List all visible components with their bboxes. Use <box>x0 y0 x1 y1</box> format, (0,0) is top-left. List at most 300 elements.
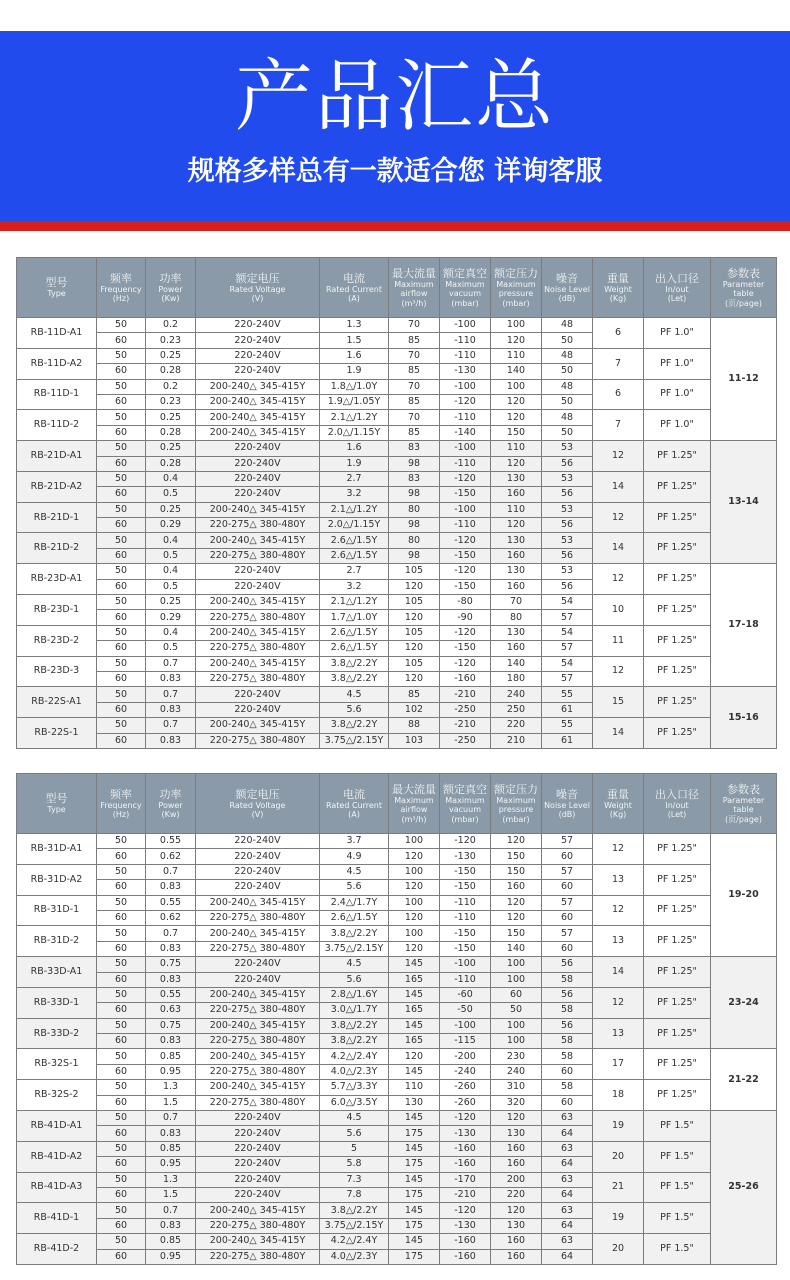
max-airflow-cell: 120 <box>389 579 440 594</box>
noise-level-cell: 53 <box>542 441 593 456</box>
max-pressure-cell: 220 <box>491 1187 542 1202</box>
header-frequency <box>97 774 146 834</box>
rated-current-cell: 3.8△/2.2Y <box>320 1203 389 1218</box>
frequency-cell: 50 <box>97 687 146 702</box>
frequency-cell: 60 <box>97 972 146 987</box>
frequency-cell: 60 <box>97 1034 146 1049</box>
rated-current-cell: 3.8△/2.2Y <box>320 926 389 941</box>
noise-level-cell: 60 <box>542 941 593 956</box>
in-out-cell: PF 1.25" <box>644 687 711 718</box>
frequency-cell: 50 <box>97 595 146 610</box>
rated-voltage-cell: 220-275△ 380-480Y <box>196 1034 320 1049</box>
frequency-cell: 60 <box>97 487 146 502</box>
rated-current-cell: 2.7 <box>320 564 389 579</box>
model-cell: RB-41D-A3 <box>17 1172 97 1203</box>
max-vacuum-cell: -210 <box>440 718 491 733</box>
header-en-label: In/out <box>665 284 689 294</box>
noise-level-cell: 48 <box>542 410 593 425</box>
frequency-cell: 50 <box>97 987 146 1002</box>
max-airflow-cell: 145 <box>389 1141 440 1156</box>
header-en-label: (dB) <box>558 810 576 819</box>
noise-level-cell: 53 <box>542 533 593 548</box>
frequency-cell: 50 <box>97 318 146 333</box>
max-vacuum-cell: -140 <box>440 425 491 440</box>
noise-level-cell: 58 <box>542 972 593 987</box>
rated-current-cell: 2.6△/1.5Y <box>320 548 389 563</box>
frequency-cell: 50 <box>97 564 146 579</box>
in-out-cell: PF 1.0" <box>644 410 711 441</box>
noise-level-cell: 57 <box>542 610 593 625</box>
frequency-cell: 60 <box>97 548 146 563</box>
rated-current-cell: 4.0△/2.3Y <box>320 1249 389 1264</box>
max-pressure-cell: 100 <box>491 957 542 972</box>
header-zh-label: 参数表 <box>727 266 760 280</box>
frequency-cell: 50 <box>97 1049 146 1064</box>
header-type <box>17 774 97 834</box>
max-airflow-cell: 85 <box>389 364 440 379</box>
table-row <box>17 441 777 456</box>
model-cell: RB-33D-1 <box>17 987 97 1018</box>
banner-red-stripe <box>0 221 790 231</box>
max-pressure-cell: 180 <box>491 671 542 686</box>
header-en-label: (Kw) <box>161 294 180 303</box>
max-vacuum-cell: -210 <box>440 1187 491 1202</box>
rated-current-cell: 5.6 <box>320 702 389 717</box>
rated-voltage-cell: 220-240V <box>196 687 320 702</box>
rated-voltage-cell: 220-240V <box>196 364 320 379</box>
header-en-label: (V) <box>251 810 264 819</box>
rated-voltage-cell: 220-240V <box>196 564 320 579</box>
table-header-row <box>17 258 777 318</box>
power-cell: 0.5 <box>146 487 196 502</box>
max-vacuum-cell: -100 <box>440 318 491 333</box>
noise-level-cell: 64 <box>542 1218 593 1233</box>
rated-current-cell: 6.0△/3.5Y <box>320 1095 389 1110</box>
rated-voltage-cell: 220-275△ 380-480Y <box>196 733 320 748</box>
noise-level-cell: 60 <box>542 1064 593 1079</box>
header-zh-label: 出入口径 <box>655 271 699 285</box>
noise-level-cell: 54 <box>542 656 593 671</box>
rated-voltage-cell: 220-275△ 380-480Y <box>196 1064 320 1079</box>
max-pressure-cell: 130 <box>491 1126 542 1141</box>
noise-level-cell: 48 <box>542 348 593 363</box>
rated-current-cell: 1.7△/1.0Y <box>320 610 389 625</box>
frequency-cell: 50 <box>97 502 146 517</box>
table-row <box>17 987 777 1002</box>
frequency-cell: 60 <box>97 1126 146 1141</box>
max-vacuum-cell: -250 <box>440 702 491 717</box>
model-cell: RB-41D-2 <box>17 1234 97 1265</box>
header-en-label: Type <box>47 289 66 299</box>
header-frequency <box>97 258 146 318</box>
max-airflow-cell: 145 <box>389 1234 440 1249</box>
max-vacuum-cell: -150 <box>440 548 491 563</box>
power-cell: 0.25 <box>146 441 196 456</box>
weight-cell: 7 <box>593 410 644 441</box>
header-max-pressure <box>491 258 542 318</box>
frequency-cell: 50 <box>97 441 146 456</box>
table-row <box>17 1234 777 1249</box>
noise-level-cell: 50 <box>542 333 593 348</box>
header-en-label: (V) <box>251 294 264 303</box>
power-cell: 0.29 <box>146 518 196 533</box>
header-zh-label: 噪音 <box>556 271 578 285</box>
max-vacuum-cell: -120 <box>440 564 491 579</box>
header-zh-label: 噪音 <box>556 787 578 801</box>
rated-current-cell: 3.0△/1.7Y <box>320 1003 389 1018</box>
table-row <box>17 348 777 363</box>
header-en-label: (Kw) <box>161 810 180 819</box>
max-pressure-cell: 240 <box>491 1064 542 1079</box>
power-cell: 0.7 <box>146 1111 196 1126</box>
max-vacuum-cell: -120 <box>440 1203 491 1218</box>
rated-voltage-cell: 200-240△ 345-415Y <box>196 625 320 640</box>
max-pressure-cell: 150 <box>491 864 542 879</box>
rated-current-cell: 3.2 <box>320 579 389 594</box>
noise-level-cell: 55 <box>542 687 593 702</box>
frequency-cell: 60 <box>97 1095 146 1110</box>
noise-level-cell: 63 <box>542 1141 593 1156</box>
frequency-cell: 50 <box>97 379 146 394</box>
max-vacuum-cell: -90 <box>440 610 491 625</box>
parameter-page-cell: 17-18 <box>711 564 777 687</box>
table-row <box>17 318 777 333</box>
max-pressure-cell: 160 <box>491 880 542 895</box>
header-en-label: (Kg) <box>609 294 627 303</box>
in-out-cell: PF 1.25" <box>644 656 711 687</box>
rated-voltage-cell: 200-240△ 345-415Y <box>196 394 320 409</box>
rated-current-cell: 4.0△/2.3Y <box>320 1064 389 1079</box>
rated-voltage-cell: 200-240△ 345-415Y <box>196 895 320 910</box>
rated-voltage-cell: 220-275△ 380-480Y <box>196 610 320 625</box>
header-en-label: (mbar) <box>502 298 530 308</box>
power-cell: 0.83 <box>146 1034 196 1049</box>
max-vacuum-cell: -260 <box>440 1080 491 1095</box>
page-subtitle: 规格多样总有一款适合您 详询客服 <box>187 156 603 187</box>
frequency-cell: 60 <box>97 364 146 379</box>
max-vacuum-cell: -150 <box>440 641 491 656</box>
max-vacuum-cell: -110 <box>440 910 491 925</box>
max-pressure-cell: 240 <box>491 687 542 702</box>
page-title: 产品汇总 <box>234 52 555 142</box>
noise-level-cell: 58 <box>542 1080 593 1095</box>
noise-level-cell: 57 <box>542 671 593 686</box>
weight-cell: 20 <box>593 1234 644 1265</box>
max-vacuum-cell: -100 <box>440 502 491 517</box>
noise-level-cell: 60 <box>542 1095 593 1110</box>
rated-current-cell: 2.4△/1.7Y <box>320 895 389 910</box>
header-en-label: Frequency <box>100 284 142 294</box>
parameter-page-cell: 21-22 <box>711 1049 777 1111</box>
rated-voltage-cell: 220-240V <box>196 834 320 849</box>
max-pressure-cell: 100 <box>491 1034 542 1049</box>
max-pressure-cell: 120 <box>491 834 542 849</box>
max-airflow-cell: 120 <box>389 671 440 686</box>
power-cell: 0.83 <box>146 941 196 956</box>
rated-voltage-cell: 220-275△ 380-480Y <box>196 641 320 656</box>
model-cell: RB-23D-1 <box>17 595 97 626</box>
power-cell: 0.62 <box>146 849 196 864</box>
in-out-cell: PF 1.25" <box>644 864 711 895</box>
max-airflow-cell: 145 <box>389 957 440 972</box>
frequency-cell: 60 <box>97 333 146 348</box>
in-out-cell: PF 1.5" <box>644 1203 711 1234</box>
noise-level-cell: 58 <box>542 1034 593 1049</box>
rated-voltage-cell: 200-240△ 345-415Y <box>196 595 320 610</box>
max-vacuum-cell: -210 <box>440 687 491 702</box>
frequency-cell: 50 <box>97 348 146 363</box>
rated-voltage-cell: 200-240△ 345-415Y <box>196 926 320 941</box>
model-cell: RB-31D-2 <box>17 926 97 957</box>
header-en-label: (页/page) <box>725 814 762 824</box>
power-cell: 0.4 <box>146 533 196 548</box>
power-cell: 0.28 <box>146 425 196 440</box>
noise-level-cell: 64 <box>542 1187 593 1202</box>
rated-current-cell: 1.9△/1.05Y <box>320 394 389 409</box>
noise-level-cell: 58 <box>542 1049 593 1064</box>
in-out-cell: PF 1.25" <box>644 1080 711 1111</box>
table-row <box>17 1018 777 1033</box>
rated-current-cell: 4.9 <box>320 849 389 864</box>
weight-cell: 12 <box>593 987 644 1018</box>
noise-level-cell: 56 <box>542 518 593 533</box>
weight-cell: 12 <box>593 834 644 865</box>
power-cell: 0.83 <box>146 671 196 686</box>
header-en-label: In/out <box>665 800 689 810</box>
weight-cell: 14 <box>593 718 644 749</box>
power-cell: 0.5 <box>146 548 196 563</box>
power-cell: 0.75 <box>146 957 196 972</box>
header-zh-label: 额定电压 <box>235 787 280 801</box>
max-pressure-cell: 140 <box>491 656 542 671</box>
header-en-label: (mbar) <box>451 298 479 308</box>
weight-cell: 6 <box>593 379 644 410</box>
power-cell: 0.95 <box>146 1249 196 1264</box>
rated-voltage-cell: 220-240V <box>196 318 320 333</box>
rated-voltage-cell: 220-275△ 380-480Y <box>196 1218 320 1233</box>
max-vacuum-cell: -110 <box>440 972 491 987</box>
max-airflow-cell: 120 <box>389 1049 440 1064</box>
rated-voltage-cell: 200-240△ 345-415Y <box>196 1203 320 1218</box>
frequency-cell: 60 <box>97 1003 146 1018</box>
power-cell: 0.25 <box>146 348 196 363</box>
max-airflow-cell: 83 <box>389 471 440 486</box>
rated-current-cell: 5.6 <box>320 972 389 987</box>
rated-current-cell: 3.2 <box>320 487 389 502</box>
rated-voltage-cell: 220-240V <box>196 579 320 594</box>
header-zh-label: 型号 <box>45 792 68 806</box>
parameter-page-cell: 13-14 <box>711 441 777 564</box>
rated-voltage-cell: 200-240△ 345-415Y <box>196 533 320 548</box>
noise-level-cell: 55 <box>542 718 593 733</box>
frequency-cell: 60 <box>97 733 146 748</box>
max-airflow-cell: 70 <box>389 348 440 363</box>
max-airflow-cell: 120 <box>389 880 440 895</box>
header-zh-label: 功率 <box>159 787 182 801</box>
noise-level-cell: 56 <box>542 579 593 594</box>
in-out-cell: PF 1.25" <box>644 834 711 865</box>
table-row <box>17 410 777 425</box>
max-pressure-cell: 130 <box>491 1218 542 1233</box>
max-vacuum-cell: -130 <box>440 1218 491 1233</box>
table-row <box>17 533 777 548</box>
max-airflow-cell: 105 <box>389 595 440 610</box>
rated-voltage-cell: 220-240V <box>196 487 320 502</box>
rated-voltage-cell: 220-275△ 380-480Y <box>196 1249 320 1264</box>
model-cell: RB-23D-A1 <box>17 564 97 595</box>
max-airflow-cell: 85 <box>389 425 440 440</box>
power-cell: 0.83 <box>146 702 196 717</box>
max-airflow-cell: 83 <box>389 441 440 456</box>
noise-level-cell: 63 <box>542 1234 593 1249</box>
power-cell: 0.55 <box>146 987 196 1002</box>
rated-voltage-cell: 200-240△ 345-415Y <box>196 656 320 671</box>
max-pressure-cell: 310 <box>491 1080 542 1095</box>
header-en-label: Maximum <box>394 279 434 289</box>
power-cell: 0.95 <box>146 1157 196 1172</box>
model-cell: RB-21D-A1 <box>17 441 97 472</box>
max-pressure-cell: 120 <box>491 518 542 533</box>
header-weight <box>593 774 644 834</box>
max-vacuum-cell: -250 <box>440 733 491 748</box>
table-row <box>17 379 777 394</box>
in-out-cell: PF 1.25" <box>644 718 711 749</box>
header-en-label: table <box>733 289 754 299</box>
max-pressure-cell: 130 <box>491 564 542 579</box>
frequency-cell: 50 <box>97 656 146 671</box>
rated-current-cell: 3.8△/2.2Y <box>320 1018 389 1033</box>
power-cell: 1.5 <box>146 1095 196 1110</box>
power-cell: 1.3 <box>146 1080 196 1095</box>
header-zh-label: 最大流量 <box>392 782 436 796</box>
header-zh-label: 额定真空 <box>443 782 487 796</box>
rated-voltage-cell: 200-240△ 345-415Y <box>196 987 320 1002</box>
in-out-cell: PF 1.5" <box>644 1141 711 1172</box>
header-zh-label: 重量 <box>607 271 629 285</box>
frequency-cell: 50 <box>97 957 146 972</box>
max-vacuum-cell: -120 <box>440 834 491 849</box>
power-cell: 0.4 <box>146 564 196 579</box>
header-max-pressure <box>491 774 542 834</box>
in-out-cell: PF 1.5" <box>644 1234 711 1265</box>
max-airflow-cell: 120 <box>389 849 440 864</box>
power-cell: 0.7 <box>146 926 196 941</box>
rated-current-cell: 7.3 <box>320 1172 389 1187</box>
max-vacuum-cell: -120 <box>440 1111 491 1126</box>
noise-level-cell: 48 <box>542 318 593 333</box>
noise-level-cell: 56 <box>542 957 593 972</box>
max-pressure-cell: 200 <box>491 1172 542 1187</box>
power-cell: 0.25 <box>146 410 196 425</box>
header-en-label: (页/page) <box>725 298 762 308</box>
header-en-label: Rated Voltage <box>229 800 286 810</box>
rated-current-cell: 5.8 <box>320 1157 389 1172</box>
table-row <box>17 1141 777 1156</box>
power-cell: 0.83 <box>146 733 196 748</box>
header-en-label: (dB) <box>558 294 576 303</box>
max-vacuum-cell: -110 <box>440 895 491 910</box>
max-airflow-cell: 100 <box>389 864 440 879</box>
max-pressure-cell: 160 <box>491 1234 542 1249</box>
noise-level-cell: 57 <box>542 834 593 849</box>
max-vacuum-cell: -160 <box>440 1249 491 1264</box>
max-airflow-cell: 100 <box>389 926 440 941</box>
noise-level-cell: 57 <box>542 864 593 879</box>
header-en-label: Power <box>158 284 183 294</box>
max-pressure-cell: 60 <box>491 987 542 1002</box>
model-cell: RB-31D-A1 <box>17 834 97 865</box>
table-row <box>17 1172 777 1187</box>
frequency-cell: 50 <box>97 533 146 548</box>
rated-voltage-cell: 200-240△ 345-415Y <box>196 1234 320 1249</box>
max-airflow-cell: 130 <box>389 1095 440 1110</box>
rated-voltage-cell: 220-240V <box>196 864 320 879</box>
max-vacuum-cell: -120 <box>440 533 491 548</box>
rated-current-cell: 3.75△/2.15Y <box>320 941 389 956</box>
in-out-cell: PF 1.25" <box>644 595 711 626</box>
header-max-vacuum <box>440 774 491 834</box>
frequency-cell: 50 <box>97 1141 146 1156</box>
header-en-label: vacuum <box>449 805 481 815</box>
power-cell: 0.55 <box>146 895 196 910</box>
header-en-label: Type <box>47 805 66 815</box>
rated-voltage-cell: 200-240△ 345-415Y <box>196 502 320 517</box>
model-cell: RB-23D-2 <box>17 625 97 656</box>
max-vacuum-cell: -60 <box>440 987 491 1002</box>
rated-current-cell: 2.6△/1.5Y <box>320 533 389 548</box>
frequency-cell: 60 <box>97 1249 146 1264</box>
max-airflow-cell: 145 <box>389 1064 440 1079</box>
header-zh-label: 出入口径 <box>655 787 699 801</box>
frequency-cell: 50 <box>97 471 146 486</box>
power-cell: 0.63 <box>146 1003 196 1018</box>
model-cell: RB-32S-2 <box>17 1080 97 1111</box>
max-vacuum-cell: -240 <box>440 1064 491 1079</box>
in-out-cell: PF 1.25" <box>644 895 711 926</box>
max-pressure-cell: 210 <box>491 733 542 748</box>
power-cell: 1.5 <box>146 1187 196 1202</box>
rated-voltage-cell: 200-240△ 345-415Y <box>196 1049 320 1064</box>
in-out-cell: PF 1.0" <box>644 348 711 379</box>
max-airflow-cell: 175 <box>389 1157 440 1172</box>
max-pressure-cell: 150 <box>491 425 542 440</box>
weight-cell: 20 <box>593 1141 644 1172</box>
max-airflow-cell: 175 <box>389 1187 440 1202</box>
noise-level-cell: 56 <box>542 456 593 471</box>
max-vacuum-cell: -110 <box>440 333 491 348</box>
frequency-cell: 50 <box>97 834 146 849</box>
frequency-cell: 60 <box>97 880 146 895</box>
max-pressure-cell: 120 <box>491 1111 542 1126</box>
header-en-label: Weight <box>604 284 632 294</box>
model-cell: RB-11D-A2 <box>17 348 97 379</box>
max-vacuum-cell: -130 <box>440 849 491 864</box>
power-cell: 1.3 <box>146 1172 196 1187</box>
frequency-cell: 60 <box>97 579 146 594</box>
rated-current-cell: 5.6 <box>320 880 389 895</box>
max-vacuum-cell: -120 <box>440 394 491 409</box>
max-airflow-cell: 70 <box>389 318 440 333</box>
model-cell: RB-23D-3 <box>17 656 97 687</box>
frequency-cell: 60 <box>97 394 146 409</box>
rated-current-cell: 4.5 <box>320 1111 389 1126</box>
max-pressure-cell: 110 <box>491 348 542 363</box>
table-row <box>17 502 777 517</box>
max-airflow-cell: 165 <box>389 972 440 987</box>
in-out-cell: PF 1.0" <box>644 318 711 349</box>
power-cell: 0.7 <box>146 864 196 879</box>
weight-cell: 17 <box>593 1049 644 1080</box>
